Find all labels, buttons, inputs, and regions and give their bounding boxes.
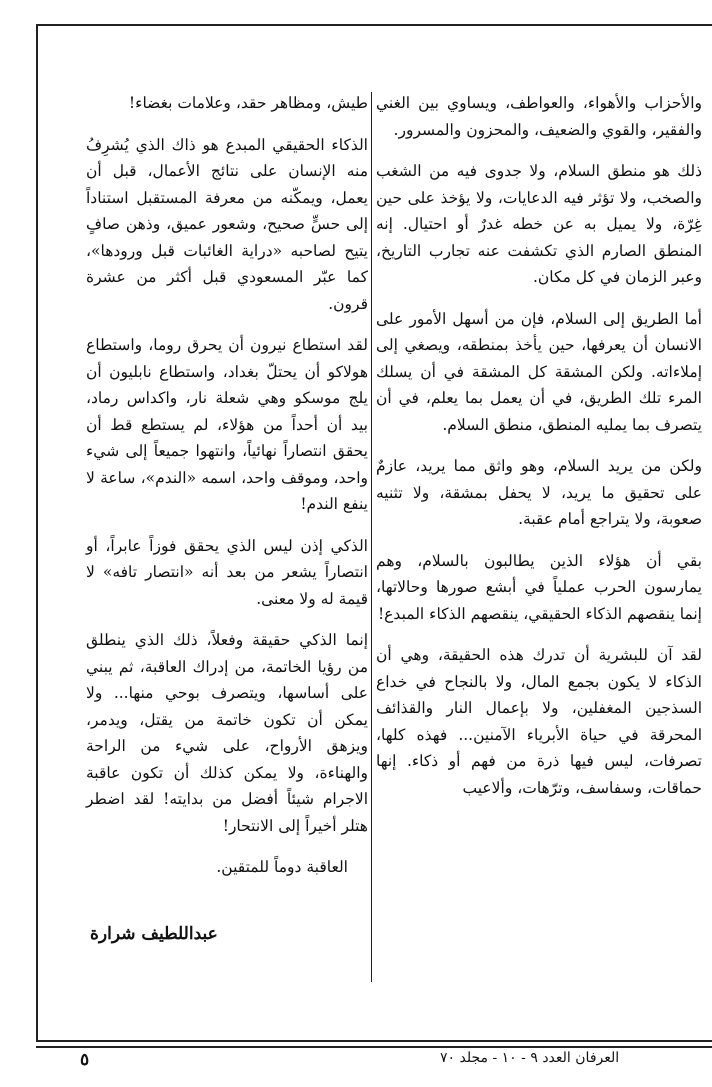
- page-number: ٥: [80, 1050, 90, 1070]
- right-column: [376, 90, 702, 816]
- paragraph: ولكن من يريد السلام، وهو واثق مما يريد، عازمٌ على تحقيق ما يريد، لا يحفل بمشقة، ولا تثنيه صعوبة، ولا يتراجع أمام عقبة.: [376, 457, 702, 528]
- paragraph: لقد آن للبشرية أن تدرك هذه الحقيقة، وهي أن الذكاء لا يكون بجمع المال، ولا بالنجاح في خداع السذجين المغفلين، ولا بإعمال النار والقذائف المحرقة في حياة الأبرياء الآمنين... فهذه كلها، تصرفات، ليس فيها ذرة من فهم أو ذكاء. إنها حماقات، وسفاسف، وترّهات، وألاعيب: [376, 646, 702, 797]
- footer-rule: [36, 1046, 712, 1048]
- closing-line: العاقبة دوماً للمتقين.: [216, 858, 348, 876]
- paragraph: الذكاء الحقيقي المبدع هو ذاك الذي يُشرِفُ منه الإنسان على نتائج الأعمال، قبل أن يعمل، ويمكّنه من معرفة المستقبل استناداً إلى حسٍّ صحيح، وشعور عميق، وذهن صافٍ يتيح لصاحبه «دراية الغائبات قبل ورودها»، كما عبّر المسعودي قبل أكثر من عشرة قرون.: [86, 135, 368, 313]
- paragraph: أما الطريق إلى السلام، فإن من أسهل الأمور على الانسان أن يعرفها، حين يأخذ بمنطقه، ويصغي إلى إملاءاته. ولكن المشقة كل المشقة في أن يسلك المرء تلك الطريق، في أن يعمل بما يعلم، في أن يتصرف بما يمليه المنطق، منطق السلام.: [376, 309, 702, 434]
- column-divider: [371, 92, 372, 982]
- paragraph: ذلك هو منطق السلام، ولا جدوى فيه من الشغب والصخب، ولا تؤثر فيه الدعايات، ولا يؤخذ على حين غِرّة، ولا يميل به عن خطه غدرٌ أو احتيال. إنه المنطق الصارم الذي تكشفت عنه تجارب التاريخ، وعبر الزمان في كل مكان.: [376, 162, 702, 286]
- left-column: [86, 90, 368, 962]
- paragraph: طيش، ومظاهر حقد، وعلامات بغضاء!: [128, 94, 368, 112]
- journal-info: العرفان العدد ٩ - ١٠ - مجلد ٧٠: [440, 1050, 620, 1066]
- paragraph: إنما الذكي حقيقة وفعلاً، ذلك الذي ينطلق من رؤيا الخاتمة، من إدراك العاقبة، ثم يبني على أساسها، ويتصرف بوحي منها... ولا يمكن أن تكون خاتمة من يقتل، ويدمر، ويزهق الأرواح، على شيء من الراحة والهناءة، ولا يمكن كذلك أن تكون عاقبة الاجرام شيئاً أفضل من بدايته! لقد اضطر هتلر أخيراً إلى الانتحار!: [86, 631, 368, 835]
- author-signature: عبداللطيف شرارة: [90, 923, 218, 944]
- paragraph: بقي أن هؤلاء الذين يطالبون بالسلام، وهم يمارسون الحرب عملياً في أبشع صورها وحالاتها، إنما ينقصهم الذكاء الحقيقي، ينقصهم الذكاء المبدع!: [376, 551, 702, 623]
- paragraph: والأحزاب والأهواء، والعواطف، ويساوي بين الغني والفقير، والقوي والضعيف، والمحزون والمسرور.: [376, 94, 702, 139]
- paragraph: لقد استطاع نيرون أن يحرق روما، واستطاع هولاكو أن يحتلّ بغداد، واستطاع نابليون أن يلج موسكو وهي شعلة نار، واكداس رماد، بيد أن أحداً من هؤلاء، لم يستطع قط أن يحقق انتصاراً نهائياً، وانتهوا جميعاً إلى شيء واحد، وموقف واحد، اسمه «الندم»، ساعة لا ينفع الندم!: [86, 336, 368, 513]
- paragraph: الذكي إذن ليس الذي يحقق فوزاً عابراً، أو انتصاراً يشعر من بعد أنه «انتصار تافه» لا قيمة له ولا معنى.: [86, 536, 368, 608]
